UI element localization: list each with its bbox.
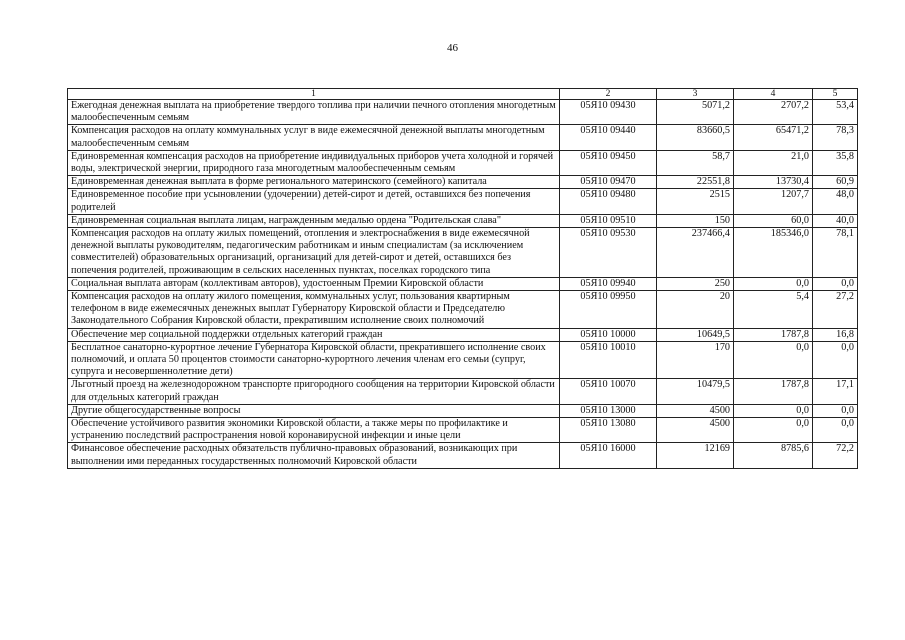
row-value-col5: 40,0 [813,214,858,227]
row-value-col5: 60,9 [813,176,858,189]
row-value-col3: 4500 [657,404,734,417]
row-value-col3: 237466,4 [657,228,734,278]
row-code-cell: 05Я10 09510 [560,214,657,227]
row-value-col4: 60,0 [734,214,813,227]
row-code-cell: 05Я10 13080 [560,418,657,443]
row-code-cell: 05Я10 09530 [560,228,657,278]
row-value-col5: 53,4 [813,100,858,125]
table-row [68,328,858,341]
row-code-cell: 05Я10 10000 [560,328,657,341]
row-value-col4: 1787,8 [734,328,813,341]
row-value-col4: 1207,7 [734,189,813,214]
row-value-col4: 65471,2 [734,125,813,150]
row-value-col3: 250 [657,277,734,290]
row-value-col3: 83660,5 [657,125,734,150]
column-header-2: 2 [560,89,657,100]
row-name-cell: Единовременная компенсация расходов на приобретение индивидуальных приборов учета холодной и горячей воды, электрической энергии, природного газа многодетным малообеспеченным семьям [68,150,560,175]
row-value-col3: 20 [657,291,734,329]
column-header-1: 1 [68,89,560,100]
row-value-col5: 78,1 [813,228,858,278]
row-value-col3: 4500 [657,418,734,443]
row-name-cell: Единовременная денежная выплата в форме регионального материнского (семейного) капитала [68,176,560,189]
row-code-cell: 05Я10 16000 [560,443,657,468]
row-name-cell: Социальная выплата авторам (коллективам авторов), удостоенным Премии Кировской области [68,277,560,290]
row-code-cell: 05Я10 09950 [560,291,657,329]
row-value-col5: 0,0 [813,341,858,379]
row-code-cell: 05Я10 09450 [560,150,657,175]
column-header-3: 3 [657,89,734,100]
table-row [68,150,858,175]
row-value-col3: 150 [657,214,734,227]
table-row [68,404,858,417]
table-row [68,189,858,214]
row-name-cell: Компенсация расходов на оплату жилого помещения, коммунальных услуг, пользования квартирным телефоном в виде ежемесячных денежных выплат Губернатору Кировской области и Председателю Законодательного Собрания Кировской области, прекратившим исполнение своих полномочий [68,291,560,329]
row-value-col4: 0,0 [734,341,813,379]
row-value-col3: 10649,5 [657,328,734,341]
row-code-cell: 05Я10 10010 [560,341,657,379]
row-value-col3: 22551,8 [657,176,734,189]
row-code-cell: 05Я10 09430 [560,100,657,125]
table-body [68,100,858,469]
row-name-cell: Обеспечение устойчивого развития экономики Кировской области, а также меры по профилактике и устранению последствий распространения новой коронавирусной инфекции и иные цели [68,418,560,443]
row-value-col5: 0,0 [813,277,858,290]
row-value-col5: 48,0 [813,189,858,214]
table-row [68,418,858,443]
row-value-col4: 0,0 [734,277,813,290]
row-name-cell: Компенсация расходов на оплату коммунальных услуг в виде ежемесячной денежной выплаты многодетным малообеспеченным семьям [68,125,560,150]
table-row [68,277,858,290]
row-name-cell: Единовременное пособие при усыновлении (удочерении) детей-сирот и детей, оставшихся без попечения родителей [68,189,560,214]
row-value-col5: 17,1 [813,379,858,404]
row-name-cell: Льготный проезд на железнодорожном транспорте пригородного сообщения на территории Кировской области для отдельных категорий граждан [68,379,560,404]
row-name-cell: Ежегодная денежная выплата на приобретение твердого топлива при наличии печного отопления многодетным малообеспеченным семьям [68,100,560,125]
row-name-cell: Другие общегосударственные вопросы [68,404,560,417]
budget-table [67,88,858,469]
row-value-col4: 21,0 [734,150,813,175]
row-value-col5: 72,2 [813,443,858,468]
row-code-cell: 05Я10 13000 [560,404,657,417]
row-value-col5: 78,3 [813,125,858,150]
column-header-4: 4 [734,89,813,100]
row-code-cell: 05Я10 09440 [560,125,657,150]
row-value-col5: 35,8 [813,150,858,175]
row-code-cell: 05Я10 10070 [560,379,657,404]
row-value-col3: 12169 [657,443,734,468]
table-header-row [68,89,858,100]
column-header-5: 5 [813,89,858,100]
row-value-col4: 8785,6 [734,443,813,468]
table-row [68,228,858,278]
row-value-col3: 58,7 [657,150,734,175]
table-row [68,379,858,404]
table-row [68,341,858,379]
row-value-col5: 27,2 [813,291,858,329]
table-row [68,214,858,227]
page-number: 46 [447,42,458,54]
row-code-cell: 05Я10 09470 [560,176,657,189]
table-row [68,443,858,468]
row-value-col4: 2707,2 [734,100,813,125]
row-value-col4: 0,0 [734,418,813,443]
table-row [68,125,858,150]
table-row [68,100,858,125]
row-name-cell: Обеспечение мер социальной поддержки отдельных категорий граждан [68,328,560,341]
row-value-col5: 0,0 [813,404,858,417]
row-value-col3: 5071,2 [657,100,734,125]
row-value-col4: 0,0 [734,404,813,417]
row-value-col3: 2515 [657,189,734,214]
row-value-col4: 5,4 [734,291,813,329]
row-value-col3: 10479,5 [657,379,734,404]
row-name-cell: Бесплатное санаторно-курортное лечение Губернатора Кировской области, прекратившего исполнение своих полномочий, и оплата 50 процентов стоимости санаторно-курортного лечения членам его семьи (супруг, супруга и несовершеннолетние дети) [68,341,560,379]
row-value-col4: 185346,0 [734,228,813,278]
row-value-col3: 170 [657,341,734,379]
row-code-cell: 05Я10 09480 [560,189,657,214]
row-name-cell: Единовременная социальная выплата лицам, награжденным медалью ордена "Родительская слава" [68,214,560,227]
row-value-col4: 13730,4 [734,176,813,189]
row-name-cell: Финансовое обеспечение расходных обязательств публично-правовых образований, возникающих при выполнении ими переданных государственных полномочий Кировской области [68,443,560,468]
table-row [68,176,858,189]
row-value-col5: 0,0 [813,418,858,443]
table-row [68,291,858,329]
row-value-col5: 16,8 [813,328,858,341]
row-code-cell: 05Я10 09940 [560,277,657,290]
row-value-col4: 1787,8 [734,379,813,404]
row-name-cell: Компенсация расходов на оплату жилых помещений, отопления и электроснабжения в виде ежемесячной денежной выплаты руководителям, педагогическим работникам и иным специалистам (за исключением совместителей) образовательных организаций, организаций для детей-сирот и детей, оставшихся без попечения родителей, проживающим в сельских населенных пунктах, поселках городского типа [68,228,560,278]
